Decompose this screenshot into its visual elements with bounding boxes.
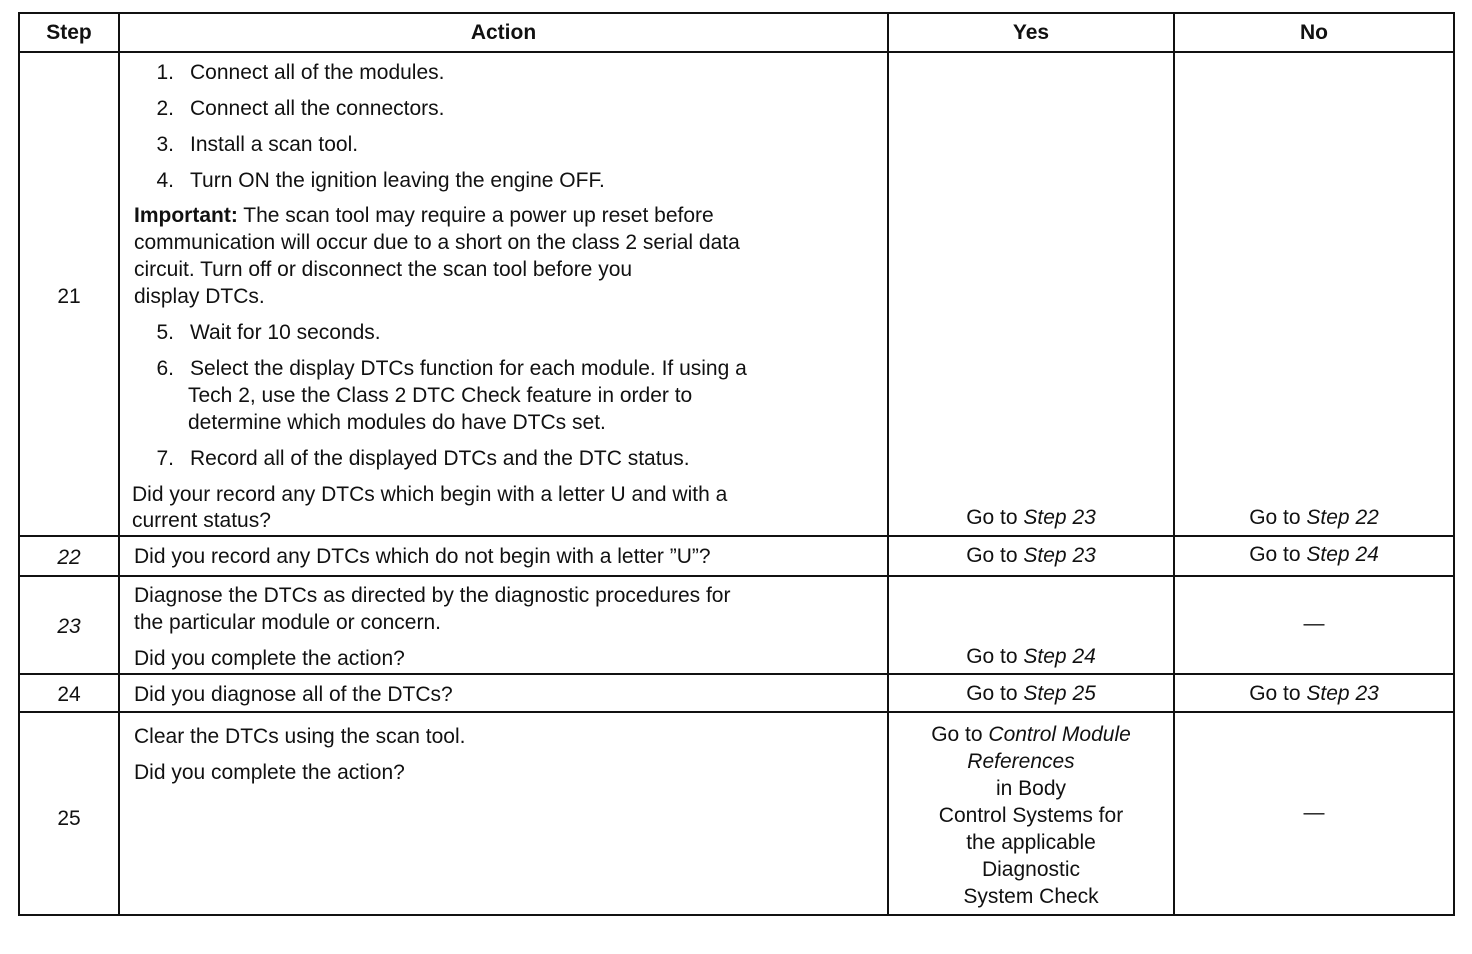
step-reference-link[interactable]: Step 23 xyxy=(1306,682,1379,705)
step-cell xyxy=(20,53,120,535)
action-cell xyxy=(120,713,889,914)
question-text: Did you complete the action? xyxy=(134,761,405,784)
no-cell xyxy=(1175,537,1453,575)
yes-cell xyxy=(889,577,1175,673)
step-cell xyxy=(20,713,120,914)
table-row-23 xyxy=(20,577,1453,675)
yes-goto: Go to Control Module xyxy=(931,723,1131,746)
action-cell xyxy=(120,537,889,575)
no-cell xyxy=(1175,713,1453,914)
question-text-line: current status? xyxy=(132,509,271,532)
no-cell xyxy=(1175,577,1453,673)
step-number: 25 xyxy=(57,807,81,830)
important-label: Important: xyxy=(134,204,238,227)
step-number: 22 xyxy=(57,546,81,569)
table-row-25 xyxy=(20,713,1453,914)
action-text-line: the particular module or concern. xyxy=(134,611,441,634)
step-reference-link[interactable]: Step 24 xyxy=(1306,543,1379,566)
header-step: Step xyxy=(20,14,120,51)
no-dash: — xyxy=(1303,612,1325,635)
yes-ref-line: the applicable xyxy=(966,831,1096,854)
action-cell: 1. Connect all of the modules. 2. Connect all the connectors. 3. Install a scan tool. 4. Turn ON the ignition leaving the engine OFF. Important: The scan tool may require a power up reset before communication will occur due to a short on the class 2 serial data circuit. Turn off or disconnect the scan tool before you display DTCs. 5. Wait for 10 seconds. 6. Select the display DTCs function for each module. If using a Tech 2, use the Class 2 DTC Check feature in order to determine which modules do have DTCs set. 7. Record all of the displayed DTCs and the DTC status. Did your record any DTCs which begin with a letter U and with a current status? xyxy=(120,53,889,535)
step-reference-link[interactable]: Step 23 xyxy=(1023,544,1096,567)
step-number: 23 xyxy=(57,615,81,638)
yes-ref-line: Diagnostic xyxy=(981,858,1081,881)
yes-cell xyxy=(889,713,1175,914)
yes-cell xyxy=(889,537,1175,575)
action-text: Clear the DTCs using the scan tool. xyxy=(134,725,466,748)
no-goto: Go to Step 22 xyxy=(1249,506,1379,529)
step-reference-link[interactable]: Step 24 xyxy=(1023,645,1096,668)
table-row-24 xyxy=(20,675,1453,713)
diagnostic-table xyxy=(18,12,1455,916)
reference-link[interactable]: Control Module xyxy=(988,723,1131,746)
no-goto: Go to Step 24 xyxy=(1249,543,1379,566)
step-reference-link[interactable]: Step 23 xyxy=(1023,506,1096,529)
action-cell xyxy=(120,675,889,711)
important-note-line: communication will occur due to a short on the class 2 serial data xyxy=(134,231,740,254)
table-row-21 xyxy=(20,53,1453,537)
yes-cell xyxy=(889,53,1175,535)
header-yes: Yes xyxy=(889,14,1175,51)
important-note-line: display DTCs. xyxy=(134,285,265,308)
no-dash: — xyxy=(1303,801,1325,824)
list-item-line: determine which modules do have DTCs set. xyxy=(188,411,606,434)
step-reference-link[interactable]: Step 25 xyxy=(1023,682,1096,705)
important-note: Important: The scan tool may require a power up reset before xyxy=(134,204,714,227)
yes-ref-line: System Check xyxy=(963,885,1099,908)
yes-ref-line: in Body xyxy=(995,777,1067,800)
action-cell xyxy=(120,577,889,673)
step-cell xyxy=(20,675,120,711)
step-cell xyxy=(20,537,120,575)
yes-cell xyxy=(889,675,1175,711)
yes-goto: Go to Step 23 xyxy=(966,506,1096,529)
no-cell xyxy=(1175,53,1453,535)
action-text: Diagnose the DTCs as directed by the diagnostic procedures for xyxy=(134,584,731,607)
yes-goto: Go to Step 24 xyxy=(966,645,1096,668)
step-number: 24 xyxy=(57,683,81,706)
step-reference-link[interactable]: Step 22 xyxy=(1306,506,1379,529)
header-row xyxy=(20,14,1453,53)
question-text: Did you complete the action? xyxy=(134,647,405,670)
yes-ref-line: Control Systems for xyxy=(938,804,1124,827)
question-text: Did your record any DTCs which begin with a letter U and with a xyxy=(132,483,728,506)
list-item-line: Tech 2, use the Class 2 DTC Check feature in order to xyxy=(188,384,693,407)
header-no: No xyxy=(1300,21,1328,44)
question-text: Did you diagnose all of the DTCs? xyxy=(134,683,453,706)
header-action: Action xyxy=(120,14,889,51)
yes-goto: Go to Step 23 xyxy=(966,544,1096,567)
yes-goto: Go to Step 25 xyxy=(966,682,1096,705)
reference-link-line[interactable]: References xyxy=(967,750,1075,773)
table-row-22 xyxy=(20,537,1453,577)
question-text: Did you record any DTCs which do not begin with a letter ”U”? xyxy=(134,545,711,568)
step-number: 21 xyxy=(57,285,81,308)
step-cell xyxy=(20,577,120,673)
no-cell xyxy=(1175,675,1453,711)
no-goto: Go to Step 23 xyxy=(1249,682,1379,705)
important-note-line: circuit. Turn off or disconnect the scan tool before you xyxy=(134,258,633,281)
